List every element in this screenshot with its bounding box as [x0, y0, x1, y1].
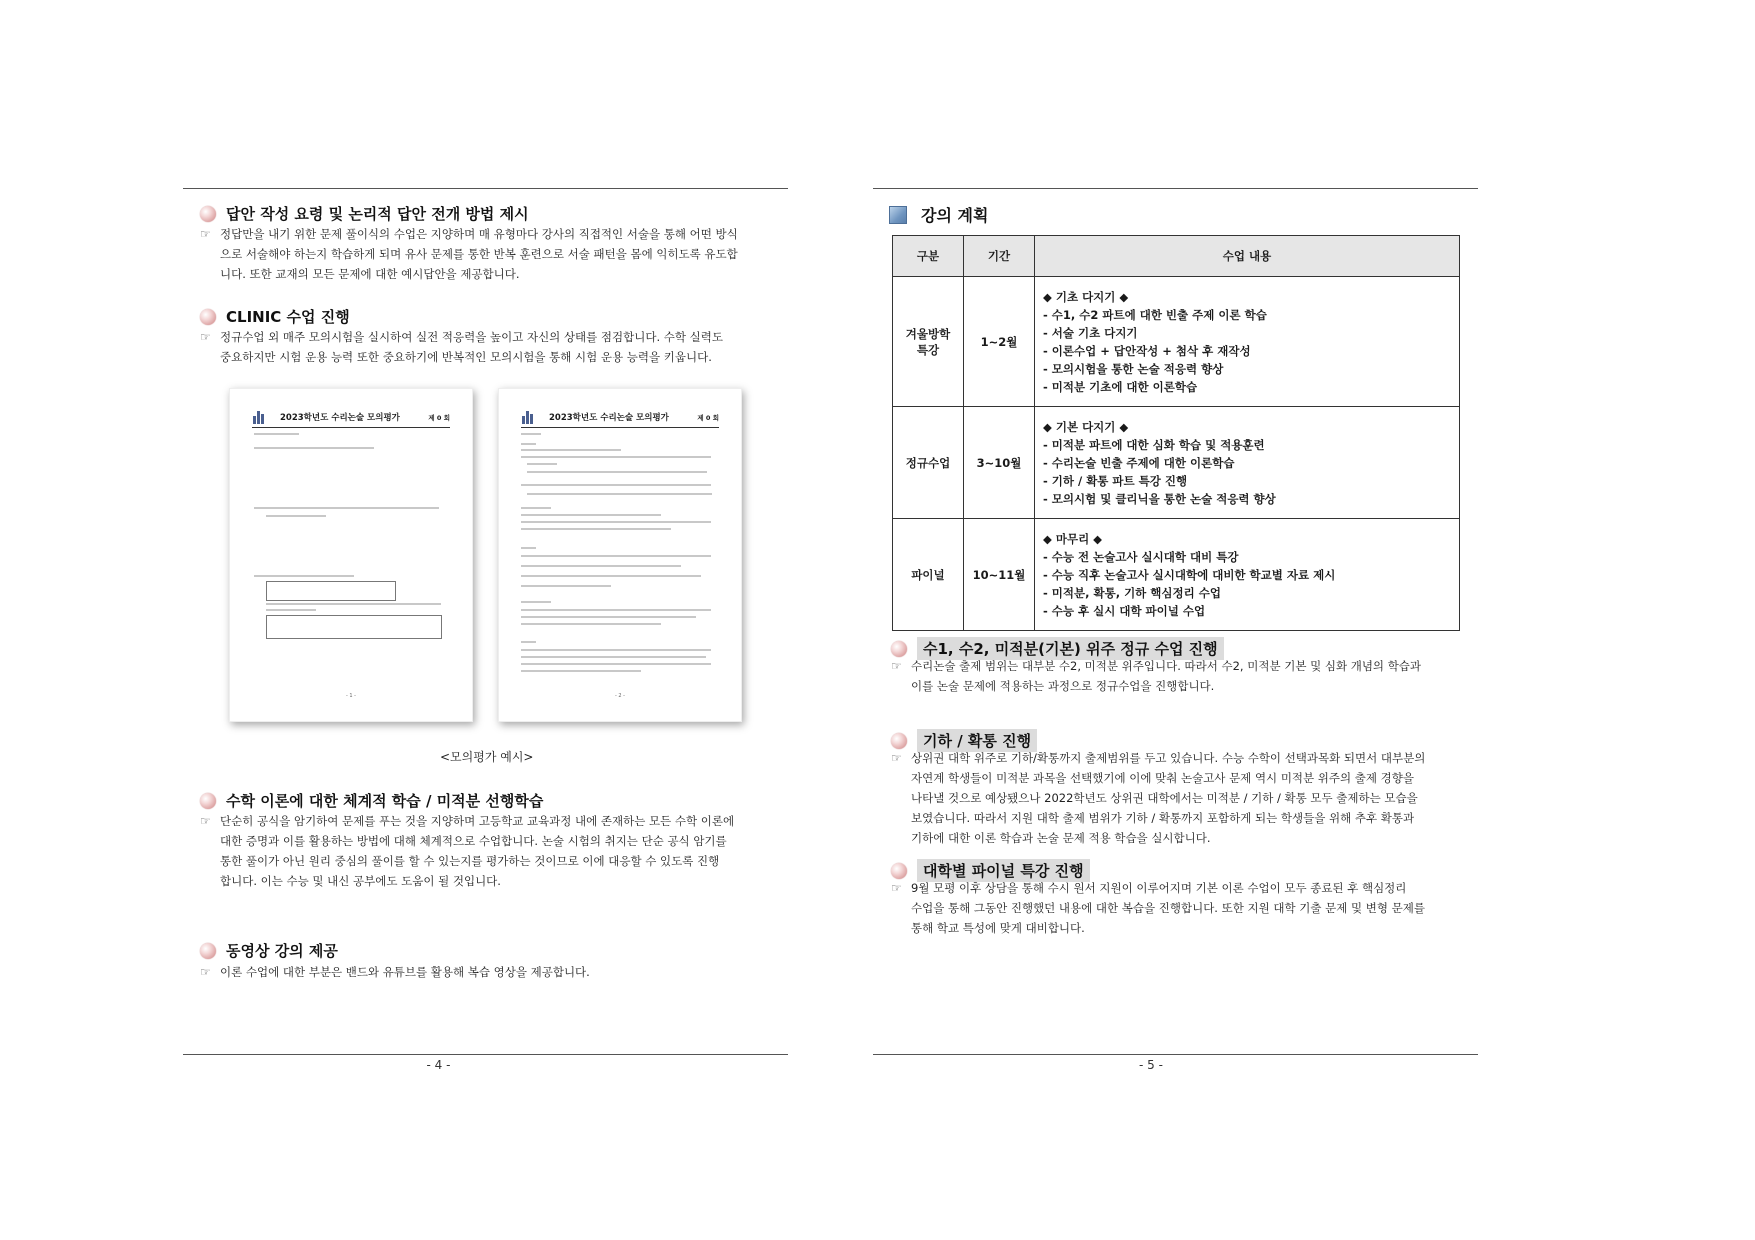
page-number: - 5 -	[1139, 1058, 1163, 1072]
table-row	[893, 519, 1460, 631]
section-body-clinic: ☞ 정규수업 외 매주 모의시험을 실시하여 실전 적응력을 높이고 자신의 상태를 점검합니다. 수학 실력도 중요하지만 시험 운용 능력 또한 중요하기에 반복적인 모의시험을 통해 시험 운용 능력을 키웁니다.	[200, 327, 723, 367]
top-rule	[183, 188, 788, 189]
section-title-math-theory: 수학 이론에 대한 체계적 학습 / 미적분 선행학습	[200, 790, 543, 811]
section-title-clinic: CLINIC 수업 진행	[200, 306, 350, 327]
section-body-math-theory: ☞ 단순히 공식을 암기하여 문제를 푸는 것을 지양하며 고등학교 교육과정 내에 존재하는 모든 수학 이론에 대한 증명과 이를 활용하는 방법에 대해 체계적으로 수업합니다. 논술 시험의 취지는 단순 공식 암기를 통한 풀이가 아닌 원리 중심의 풀이를 할 수 있는지를 평가하는 것이므로 이에 대응할 수 있도록 진행 합니다. 이는 수능 및 내신 공부에도 도움이 될 것입니다.	[200, 811, 734, 891]
table-header-cell: 수업 내용	[1035, 236, 1460, 277]
pointing-hand-icon: ☞	[200, 965, 211, 979]
section-title-final-lecture: 대학별 파이널 특강 진행	[891, 859, 1090, 882]
pointing-hand-icon: ☞	[891, 659, 902, 673]
table-cell-period: 1~2월	[964, 277, 1035, 407]
sample-caption: <모의평가 예시>	[440, 750, 534, 764]
pointing-hand-icon: ☞	[200, 227, 211, 241]
section-title-geometry-stats: 기하 / 확통 진행	[891, 729, 1037, 752]
logo-icon	[252, 410, 266, 424]
section-body-final-lecture: ☞ 9월 모평 이후 상담을 통해 수시 원서 지원이 이루어지며 기본 이론 수업이 모두 종료된 후 핵심정리 수업을 통해 그동안 진행했던 내용에 대한 복습을 진행합니다. 또한 지원 대학 기출 문제 및 변형 문제를 통해 학교 특성에 맞게 대비합니다.	[891, 878, 1425, 938]
section-body-regular-class: ☞ 수리논술 출제 범위는 대부분 수2, 미적분 위주입니다. 따라서 수2, 미적분 기본 및 심화 개념의 학습과 이를 논술 문제에 적용하는 과정으로 정규수업을 진행합니다.	[891, 656, 1421, 696]
table-cell-content: ◆ 기초 다지기 ◆ - 수1, 수2 파트에 대한 빈출 주제 이론 학습 - 서술 기초 다지기 - 이론수업 + 답안작성 + 첨삭 후 재작성 - 모의시험을 통한 논술 적응력 향상 - 미적분 기초에 대한 이론학습	[1035, 277, 1460, 407]
table-cell-period: 3~10월	[964, 407, 1035, 519]
table-cell-category: 파이널	[893, 519, 964, 631]
table-header-cell: 기간	[964, 236, 1035, 277]
circle-bullet-icon	[200, 309, 216, 325]
circle-bullet-icon	[891, 733, 907, 749]
page-number: - 4 -	[426, 1058, 451, 1072]
pointing-hand-icon: ☞	[891, 751, 902, 765]
sheet-header: 2023학년도 수리논술 모의평가 제 0 회	[252, 409, 450, 425]
circle-bullet-icon	[891, 641, 907, 657]
table-cell-period: 10~11월	[964, 519, 1035, 631]
right-page	[877, 0, 1755, 1240]
left-page	[0, 0, 877, 1240]
pointing-hand-icon: ☞	[891, 881, 902, 895]
section-body-video: ☞ 이론 수업에 대한 부분은 밴드와 유튜브를 활용해 복습 영상을 제공합니다.	[200, 962, 590, 982]
sample-exam-sheet: 2023학년도 수리논술 모의평가 제 0 회 - 2 -	[498, 388, 742, 722]
sheet-header: 2023학년도 수리논술 모의평가 제 0 회	[521, 409, 719, 425]
section-title-video: 동영상 강의 제공	[200, 940, 338, 961]
section-body-answer-writing: ☞ 정답만을 내기 위한 문제 풀이식의 수업은 지양하며 매 유형마다 강사의 직접적인 서술을 통해 어떤 방식 으로 서술해야 하는지 학습하게 되며 유사 문제를 통한 반복 훈련으로 서술 패턴을 몸에 익히도록 유도합 니다. 또한 교재의 모든 문제에 대한 예시답안을 제공합니다.	[200, 224, 738, 284]
table-row	[893, 407, 1460, 519]
circle-bullet-icon	[200, 206, 216, 222]
top-rule	[873, 188, 1478, 189]
section-title-answer-writing: 답안 작성 요령 및 논리적 답안 전개 방법 제시	[200, 203, 529, 224]
table-header-row	[893, 236, 1460, 277]
section-title-regular-class: 수1, 수2, 미적분(기본) 위주 정규 수업 진행	[891, 637, 1224, 660]
section-body-geometry-stats: ☞ 상위권 대학 위주로 기하/확통까지 출제범위를 두고 있습니다. 수능 수학이 선택과목화 되면서 대부분의 자연계 학생들이 미적분 과목을 선택했기에 이에 맞춰 논술고사 문제 역시 미적분 위주의 출제 경향을 나타낼 것으로 예상됐으나 2022학년도 상위권 대학에서는 미적분 / 기하 / 확통 모두 출제하는 모습을 보였습니다. 따라서 지원 대학 출제 범위가 기하 / 확통까지 포함하게 되는 학생들을 위해 추후 확통과 기하에 대한 이론 학습과 논술 문제 적용 학습을 실시합니다.	[891, 748, 1425, 848]
logo-icon	[521, 410, 535, 424]
table-cell-content: ◆ 마무리 ◆ - 수능 전 논술고사 실시대학 대비 특강 - 수능 직후 논술고사 실시대학에 대비한 학교별 자료 제시 - 미적분, 확통, 기하 핵심정리 수업 - 수능 후 실시 대학 파이널 수업	[1035, 519, 1460, 631]
table-cell-category: 겨울방학 특강	[893, 277, 964, 407]
table-header-cell: 구분	[893, 236, 964, 277]
circle-bullet-icon	[891, 863, 907, 879]
table-row	[893, 277, 1460, 407]
square-bullet-icon	[889, 206, 907, 224]
bottom-rule	[183, 1054, 788, 1055]
circle-bullet-icon	[200, 793, 216, 809]
pointing-hand-icon: ☞	[200, 330, 211, 344]
table-cell-category: 정규수업	[893, 407, 964, 519]
circle-bullet-icon	[200, 943, 216, 959]
lecture-plan-table	[892, 235, 1460, 631]
sample-exam-sheet: 2023학년도 수리논술 모의평가 제 0 회 - 1 -	[229, 388, 473, 722]
bottom-rule	[873, 1054, 1478, 1055]
table-cell-content: ◆ 기본 다지기 ◆ - 미적분 파트에 대한 심화 학습 및 적용훈련 - 수리논술 빈출 주제에 대한 이론학습 - 기하 / 확통 파트 특강 진행 - 모의시험 및 클리닉을 통한 논술 적응력 향상	[1035, 407, 1460, 519]
plan-title: 강의 계획	[889, 203, 988, 226]
pointing-hand-icon: ☞	[200, 814, 211, 828]
